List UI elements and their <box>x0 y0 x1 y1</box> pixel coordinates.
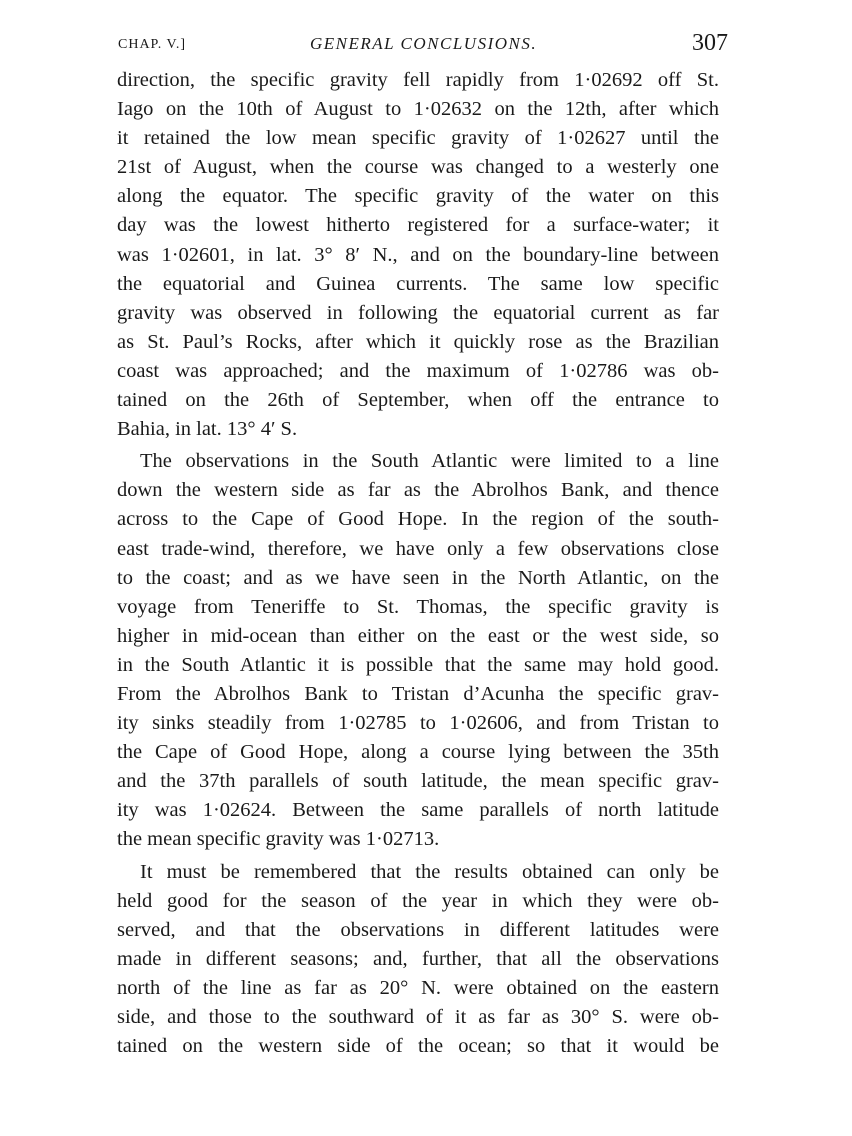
text-line: coast was approached; and the maximum of 1·02786 was ob- <box>117 359 719 382</box>
text-line: Bahia, in lat. 13° 4′ S. <box>117 418 298 441</box>
text-line: The observations in the South Atlantic were limited to a line <box>140 450 719 473</box>
text-line: Iago on the 10th of August to 1·02632 on the 12th, after which <box>117 98 719 121</box>
text-line: the mean specific gravity was 1·02713. <box>117 828 440 851</box>
text-line: side, and those to the southward of it as far as 30° S. were ob- <box>117 1006 719 1028</box>
page-number: 307 <box>692 30 728 56</box>
text-line: 21st of August, when the course was changed to a westerly one <box>117 156 719 179</box>
text-line: gravity was observed in following the equatorial current as far <box>117 301 719 324</box>
text-line: along the equator. The specific gravity of the water on this <box>117 185 719 208</box>
running-head <box>118 30 728 60</box>
paragraph-3 <box>117 858 719 1062</box>
text-line: the Cape of Good Hope, along a course lying between the 35th <box>117 741 719 764</box>
text-line: across to the Cape of Good Hope. In the region of the south- <box>117 508 719 531</box>
text-line: and the 37th parallels of south latitude, the mean specific grav- <box>117 770 719 793</box>
text-line: ity sinks steadily from 1·02785 to 1·02606, and from Tristan to <box>117 712 719 735</box>
chapter-label: CHAP. V.] <box>118 37 187 52</box>
text-line: it retained the low mean specific gravity of 1·02627 until the <box>117 127 719 150</box>
text-line: tained on the 26th of September, when off the entrance to <box>117 389 719 412</box>
body-text <box>117 66 719 1061</box>
text-line: east trade-wind, therefore, we have only a few observations close <box>117 537 719 560</box>
paragraph-2 <box>117 447 719 854</box>
text-line: the equatorial and Guinea currents. The same low specific <box>117 272 719 295</box>
text-line: north of the line as far as 20° N. were obtained on the eastern <box>117 976 719 999</box>
text-line: made in different seasons; and, further, that all the observations <box>117 947 719 970</box>
text-line: tained on the western side of the ocean; so that it would be <box>117 1035 719 1058</box>
text-line: was 1·02601, in lat. 3° 8′ N., and on the boundary-line between <box>117 243 719 266</box>
paragraph-1 <box>117 66 719 444</box>
text-line: to the coast; and as we have seen in the North Atlantic, on the <box>117 566 719 589</box>
text-line: From the Abrolhos Bank to Tristan d’Acunha the specific grav- <box>117 682 719 705</box>
text-line: served, and that the observations in different latitudes were <box>117 918 719 941</box>
text-line: as St. Paul’s Rocks, after which it quickly rose as the Brazilian <box>117 330 719 353</box>
text-line: voyage from Teneriffe to St. Thomas, the specific gravity is <box>117 595 719 618</box>
section-title: GENERAL CONCLUSIONS. <box>310 34 538 53</box>
text-line: in the South Atlantic it is possible that the same may hold good. <box>117 653 719 676</box>
text-line: direction, the specific gravity fell rapidly from 1·02692 off St. <box>117 69 719 91</box>
text-line: held good for the season of the year in which they were ob- <box>117 889 719 912</box>
text-line: day was the lowest hitherto registered for a surface-water; it <box>117 214 719 237</box>
text-line: It must be remembered that the results obtained can only be <box>140 860 719 883</box>
text-line: ity was 1·02624. Between the same parallels of north latitude <box>117 799 719 822</box>
text-line: down the western side as far as the Abrolhos Bank, and thence <box>117 479 719 502</box>
text-line: higher in mid-ocean than either on the east or the west side, so <box>117 624 719 647</box>
